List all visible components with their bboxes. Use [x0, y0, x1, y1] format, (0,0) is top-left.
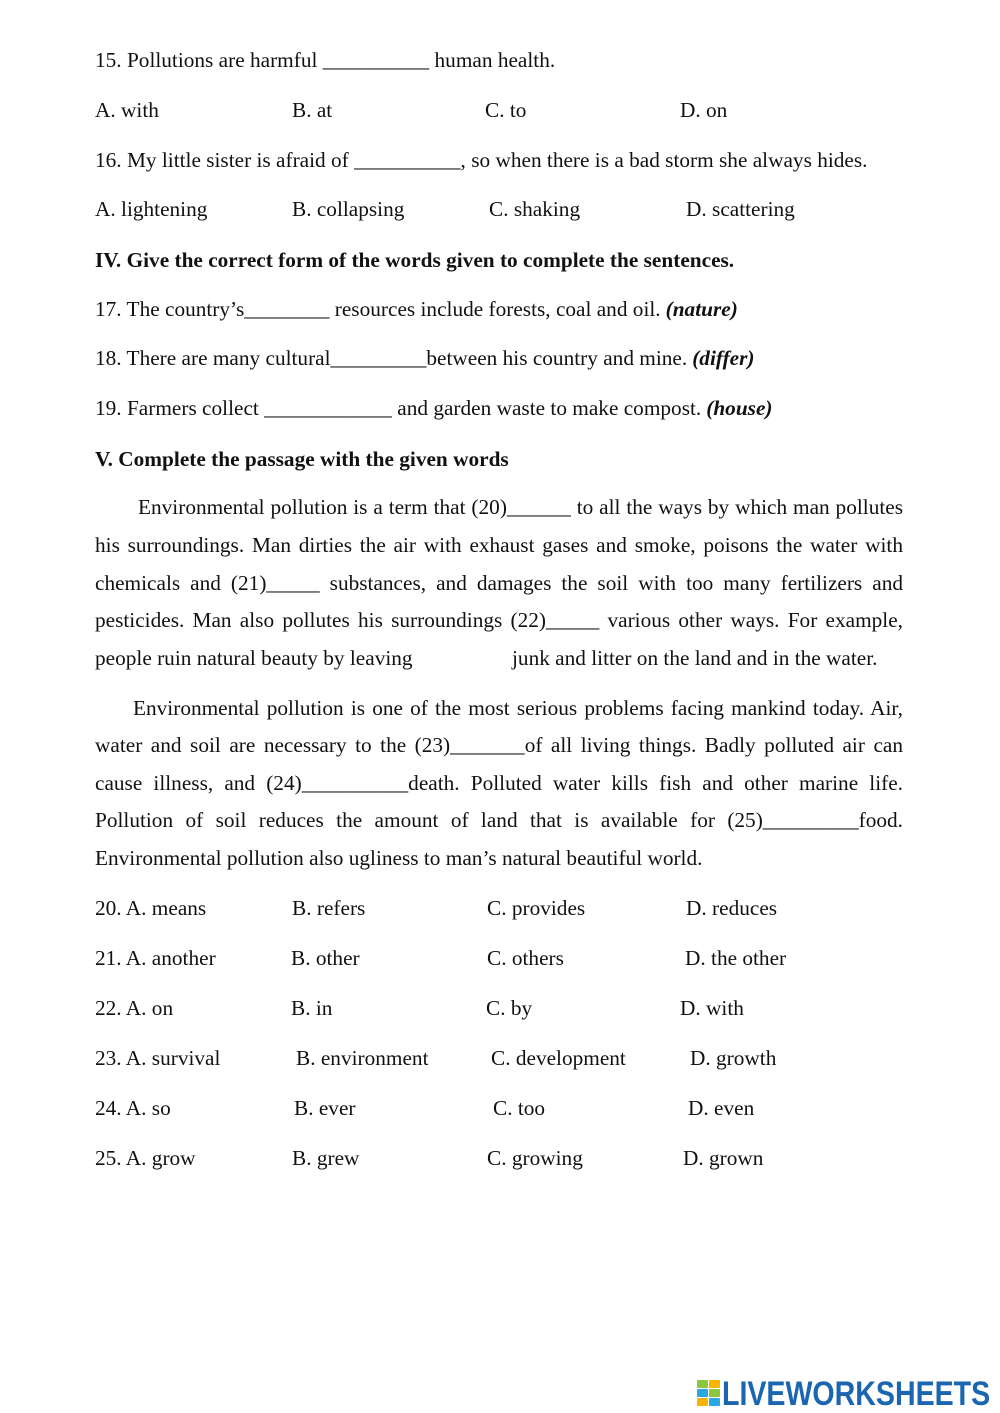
passage-paragraph-2-line-1: Environmental pollution is one of the most serious problems facing mankind today. Air,: [133, 696, 903, 720]
question-16-option-b: B. collapsing: [292, 197, 405, 221]
section-v-heading: V. Complete the passage with the given words: [95, 447, 509, 471]
question-15-options: [0, 98, 1000, 122]
question-23-option-c: C. development: [491, 1046, 626, 1070]
liveworksheets-logo: [697, 1375, 993, 1413]
question-22-options: [0, 996, 1000, 1020]
question-15-option-a: A. with: [95, 98, 159, 122]
question-25-option-b: B. grew: [292, 1146, 360, 1170]
question-23-option-a: 23. A. survival: [95, 1046, 221, 1070]
question-20-option-c: C. provides: [487, 896, 586, 920]
question-21-option-d: D. the other: [685, 946, 787, 970]
question-15-text: 15. Pollutions are harmful __________ human health.: [95, 48, 556, 72]
question-22-option-c: C. by: [486, 996, 533, 1020]
question-17-sentence: 17. The country’s________ resources include forests, coal and oil.: [95, 297, 661, 321]
question-25-option-d: D. grown: [683, 1146, 764, 1170]
passage-line-before-gap: people ruin natural beauty by leaving: [95, 646, 413, 670]
passage-paragraph-2-line-3: cause illness, and (24)__________death. Polluted water kills fish and other marine life.: [95, 771, 903, 795]
question-20-option-b: B. refers: [292, 896, 366, 920]
question-24-option-c: C. too: [493, 1096, 546, 1120]
question-21-option-b: B. other: [291, 946, 360, 970]
question-21-option-c: C. others: [487, 946, 564, 970]
passage-paragraph-2-line-4: Pollution of soil reduces the amount of land that is available for (25)_________food.: [95, 808, 903, 832]
question-23-options: [0, 1046, 1000, 1070]
question-16-text: 16. My little sister is afraid of __________, so when there is a bad storm she always hides.: [95, 148, 868, 172]
question-20-option-d: D. reduces: [686, 896, 778, 920]
question-24-option-d: D. even: [688, 1096, 755, 1120]
section-iv-heading: IV. Give the correct form of the words given to complete the sentences.: [95, 248, 735, 272]
question-24-option-b: B. ever: [294, 1096, 356, 1120]
question-22-option-d: D. with: [680, 996, 744, 1020]
question-25-option-a: 25. A. grow: [95, 1146, 196, 1170]
question-16-option-c: C. shaking: [489, 197, 581, 221]
question-18: [95, 346, 755, 370]
question-24-option-a: 24. A. so: [95, 1096, 171, 1120]
passage-paragraph-2-line-5: Environmental pollution also ugliness to man’s natural beautiful world.: [95, 846, 703, 870]
passage-paragraph-2-line-2: water and soil are necessary to the (23)_______of all living things. Badly polluted air can: [95, 733, 903, 757]
question-15-option-b: B. at: [292, 98, 333, 122]
question-16-options: [0, 197, 1000, 221]
question-15-option-d: D. on: [680, 98, 728, 122]
question-25-options: [0, 1146, 1000, 1170]
question-21-options: [0, 946, 1000, 970]
question-23-option-b: B. environment: [296, 1046, 429, 1070]
question-19-word-hint: (house): [706, 396, 773, 420]
question-25-option-c: C. growing: [487, 1146, 583, 1170]
question-16-option-d: D. scattering: [686, 197, 795, 221]
question-15-option-c: C. to: [485, 98, 527, 122]
question-23-option-d: D. growth: [690, 1046, 777, 1070]
question-22-option-b: B. in: [291, 996, 333, 1020]
question-17: [95, 297, 738, 321]
question-20-options: [0, 896, 1000, 920]
question-18-word-hint: (differ): [692, 346, 755, 370]
passage-line-after-gap: junk and litter on the land and in the water.: [512, 646, 878, 670]
passage-paragraph-1-line-4: pesticides. Man also pollutes his surroundings (22)_____ various other ways. For example,: [95, 608, 903, 632]
question-18-sentence: 18. There are many cultural_________between his country and mine.: [95, 346, 688, 370]
liveworksheets-logo-icon: [697, 1380, 720, 1406]
question-20-option-a: 20. A. means: [95, 896, 207, 920]
question-21-option-a: 21. A. another: [95, 946, 216, 970]
question-22-option-a: 22. A. on: [95, 996, 174, 1020]
question-19-sentence: 19. Farmers collect ____________ and garden waste to make compost.: [95, 396, 702, 420]
question-17-word-hint: (nature): [665, 297, 738, 321]
passage-paragraph-1-line-2: his surroundings. Man dirties the air with exhaust gases and smoke, poisons the water with: [95, 533, 903, 557]
question-24-options: [0, 1096, 1000, 1120]
passage-paragraph-1-line-3: chemicals and (21)_____ substances, and damages the soil with too many fertilizers and: [95, 571, 903, 595]
brand-wordmark: LIVEWORKSHEETS: [722, 1375, 991, 1413]
question-16-option-a: A. lightening: [95, 197, 208, 221]
passage-paragraph-1-line-5: [95, 646, 903, 670]
passage-paragraph-1-line-1: Environmental pollution is a term that (20)______ to all the ways by which man pollutes: [138, 495, 903, 519]
question-19: [95, 396, 773, 420]
